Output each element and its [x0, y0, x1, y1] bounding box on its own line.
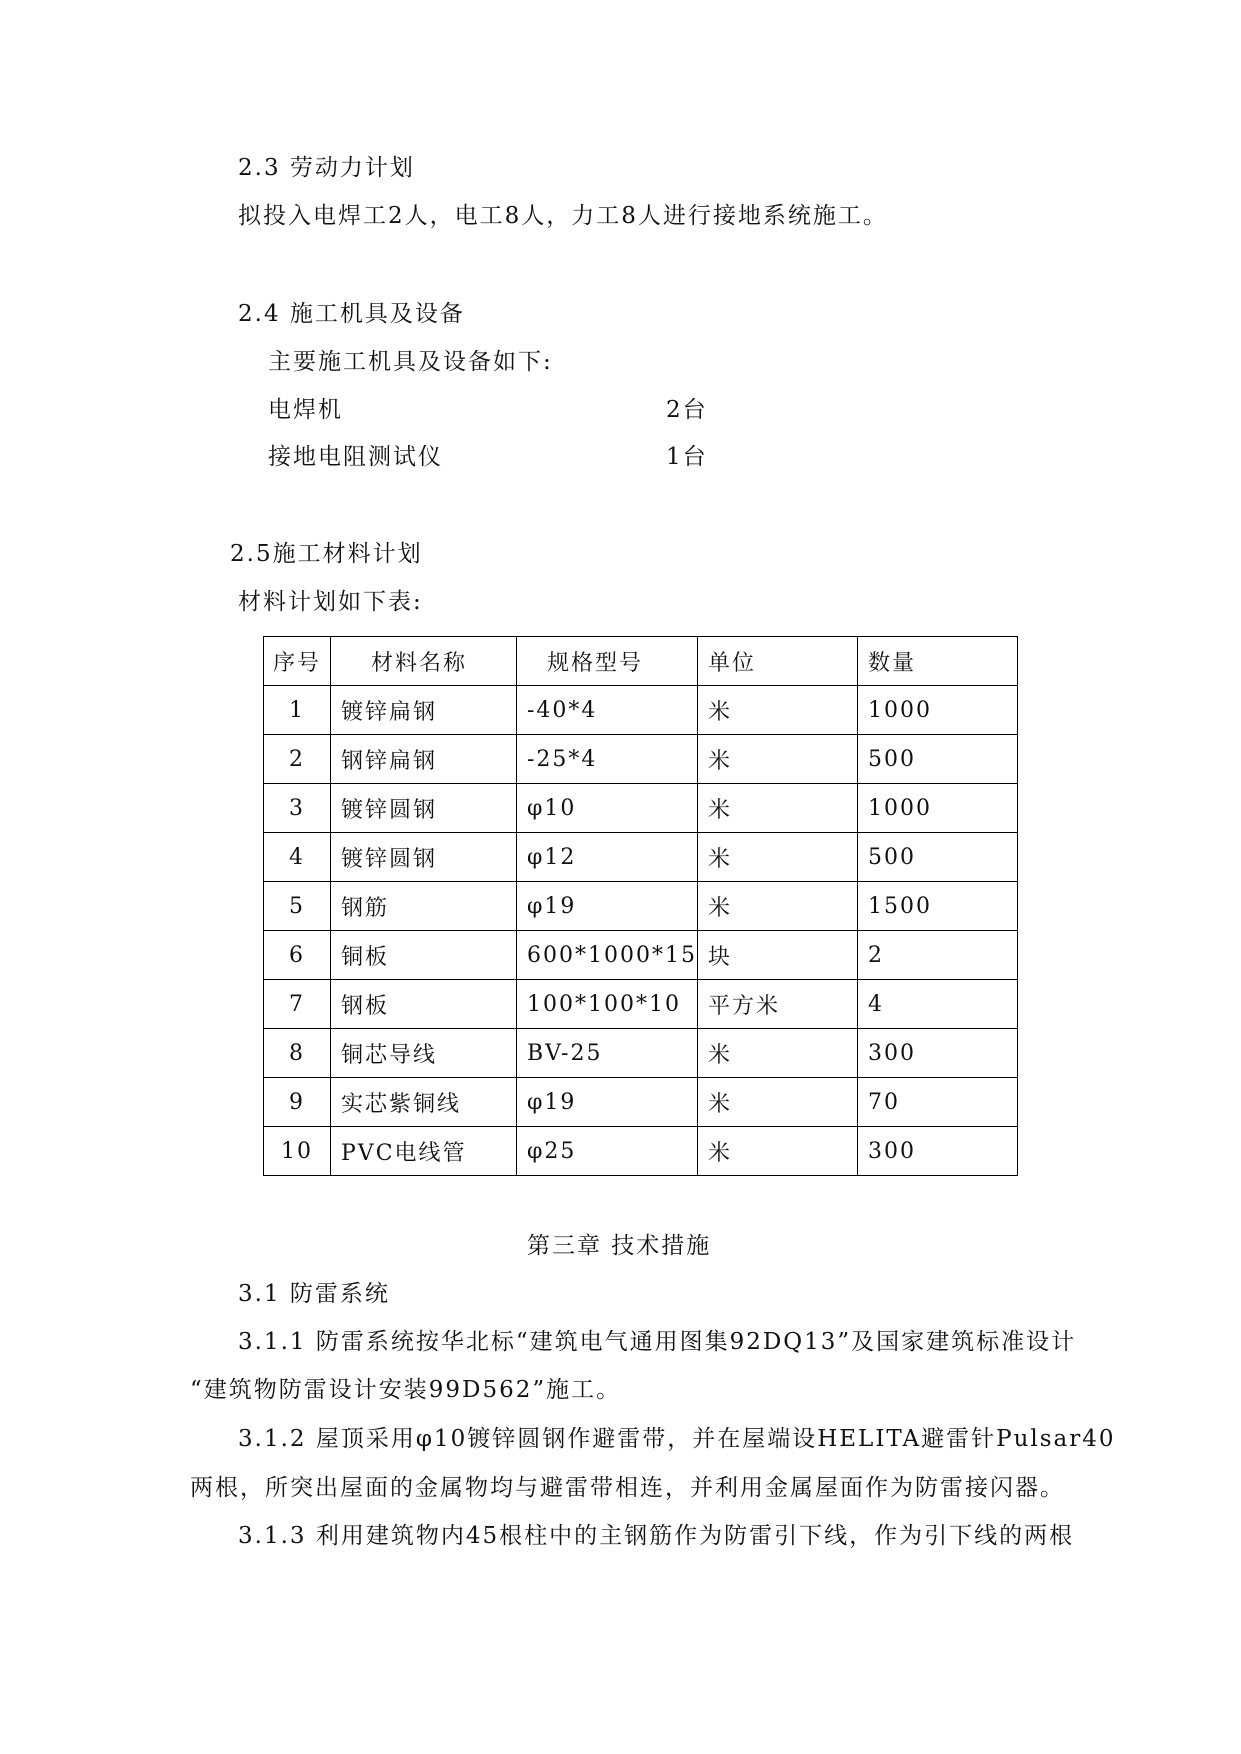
cell-unit: 平方米: [697, 980, 857, 1029]
col-header-unit: 单位: [697, 637, 857, 686]
cell-spec: φ12: [517, 833, 698, 882]
cell-unit: 米: [697, 1029, 857, 1078]
cell-spec: -40*4: [517, 686, 698, 735]
table-row: [264, 931, 1018, 980]
cell-name: 镀锌圆钢: [331, 833, 517, 882]
cell-qty: 300: [857, 1029, 1017, 1078]
cell-index: 1: [264, 686, 331, 735]
col-header-name: 材料名称: [331, 637, 517, 686]
table-row: [264, 686, 1018, 735]
cell-spec: φ19: [517, 882, 698, 931]
equipment-item: [268, 442, 768, 472]
cell-index: 6: [264, 931, 331, 980]
section-2-4-heading: 2.4 施工机具及设备: [238, 301, 465, 327]
section-2-5-heading: 2.5施工材料计划: [230, 541, 423, 567]
cell-name: 铜芯导线: [331, 1029, 517, 1078]
table-row: [264, 784, 1018, 833]
cell-qty: 500: [857, 833, 1017, 882]
cell-spec: 100*100*10: [517, 980, 698, 1029]
cell-unit: 米: [697, 784, 857, 833]
cell-unit: 米: [697, 686, 857, 735]
paragraph-3-1-2-line2: 两根，所突出屋面的金属物均与避雷带相连，并利用金属屋面作为防雷接闪器。: [190, 1475, 1065, 1501]
cell-spec: BV-25: [517, 1029, 698, 1078]
cell-unit: 米: [697, 882, 857, 931]
cell-index: 3: [264, 784, 331, 833]
cell-unit: 米: [697, 735, 857, 784]
cell-index: 9: [264, 1078, 331, 1127]
cell-qty: 300: [857, 1127, 1017, 1176]
cell-index: 8: [264, 1029, 331, 1078]
section-2-4-intro: 主要施工机具及设备如下:: [268, 349, 553, 375]
cell-name: 钢板: [331, 980, 517, 1029]
cell-unit: 米: [697, 1078, 857, 1127]
col-header-qty: 数量: [857, 637, 1017, 686]
cell-unit: 块: [697, 931, 857, 980]
table-row: [264, 735, 1018, 784]
cell-index: 7: [264, 980, 331, 1029]
paragraph-3-1-2-line1: 3.1.2 屋顶采用φ10镀锌圆钢作避雷带，并在屋端设HELITA避雷针Pulsar40: [238, 1426, 1116, 1452]
cell-index: 4: [264, 833, 331, 882]
cell-index: 10: [264, 1127, 331, 1176]
cell-qty: 4: [857, 980, 1017, 1029]
table-row: [264, 1029, 1018, 1078]
section-2-3-heading: 2.3 劳动力计划: [238, 155, 415, 181]
col-header-index: 序号: [264, 637, 331, 686]
chapter-title: 第三章 技术措施: [527, 1233, 712, 1259]
cell-qty: 2: [857, 931, 1017, 980]
cell-spec: 600*1000*15: [517, 931, 698, 980]
cell-index: 5: [264, 882, 331, 931]
cell-name: 实芯紫铜线: [331, 1078, 517, 1127]
cell-index: 2: [264, 735, 331, 784]
paragraph-3-1-1-line1: 3.1.1 防雷系统按华北标“建筑电气通用图集92DQ13”及国家建筑标准设计: [238, 1329, 1077, 1355]
equipment-name: 接地电阻测试仪: [268, 444, 443, 470]
equipment-qty: 2台: [666, 397, 708, 423]
table-row: [264, 1078, 1018, 1127]
cell-spec: φ10: [517, 784, 698, 833]
materials-table: [263, 636, 1018, 1176]
cell-name: PVC电线管: [331, 1127, 517, 1176]
cell-name: 钢锌扁钢: [331, 735, 517, 784]
table-row: [264, 833, 1018, 882]
section-3-1-heading: 3.1 防雷系统: [238, 1281, 390, 1307]
cell-name: 镀锌扁钢: [331, 686, 517, 735]
paragraph-3-1-1-line2: “建筑物防雷设计安装99D562”施工。: [190, 1377, 622, 1403]
cell-spec: φ19: [517, 1078, 698, 1127]
paragraph-3-1-3-line1: 3.1.3 利用建筑物内45根柱中的主钢筋作为防雷引下线，作为引下线的两根: [238, 1523, 1075, 1549]
section-2-3-body: 拟投入电焊工2人，电工8人，力工8人进行接地系统施工。: [238, 203, 888, 229]
col-header-spec: 规格型号: [517, 637, 698, 686]
table-row: [264, 882, 1018, 931]
cell-qty: 500: [857, 735, 1017, 784]
equipment-item: [268, 395, 768, 425]
cell-spec: φ25: [517, 1127, 698, 1176]
cell-qty: 1000: [857, 686, 1017, 735]
table-row: [264, 1127, 1018, 1176]
cell-spec: -25*4: [517, 735, 698, 784]
cell-qty: 1500: [857, 882, 1017, 931]
cell-unit: 米: [697, 1127, 857, 1176]
cell-name: 镀锌圆钢: [331, 784, 517, 833]
equipment-qty: 1台: [666, 444, 708, 470]
cell-qty: 1000: [857, 784, 1017, 833]
cell-qty: 70: [857, 1078, 1017, 1127]
table-row: [264, 980, 1018, 1029]
section-2-5-intro: 材料计划如下表:: [238, 589, 423, 615]
table-header-row: [264, 637, 1018, 686]
cell-name: 钢筋: [331, 882, 517, 931]
equipment-name: 电焊机: [268, 397, 343, 423]
cell-name: 铜板: [331, 931, 517, 980]
cell-unit: 米: [697, 833, 857, 882]
